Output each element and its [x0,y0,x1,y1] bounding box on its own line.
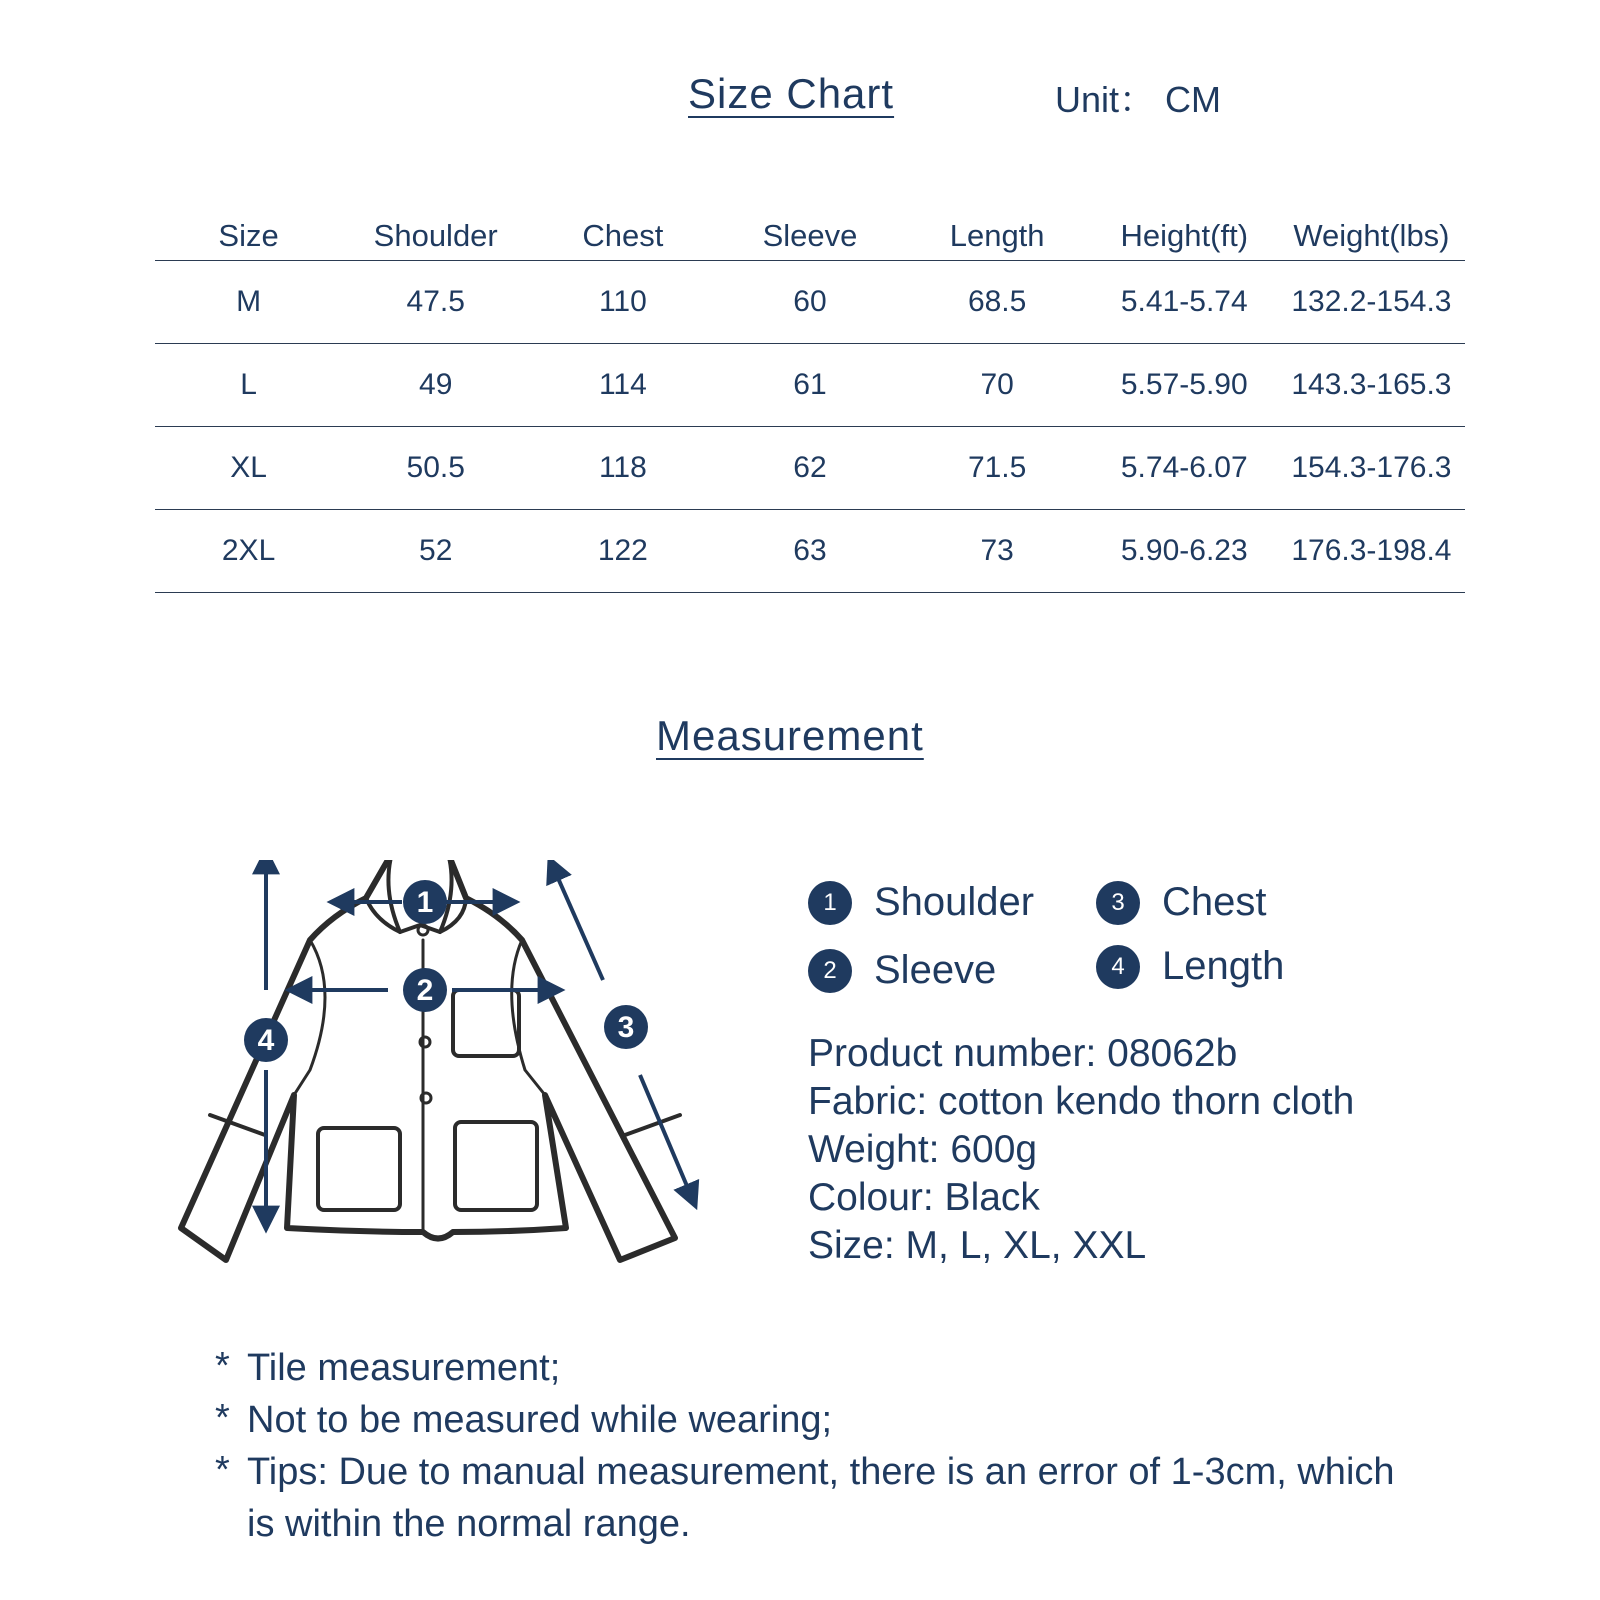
measurement-title: Measurement [656,712,924,759]
table-cell: 50.5 [342,427,529,510]
note-item [215,1446,1415,1550]
jacket-diagram [170,860,730,1280]
table-row [155,510,1465,593]
table-cell: 71.5 [904,427,1091,510]
column-header: Sleeve [716,200,903,261]
product-info [808,1030,1354,1270]
legend-item-shoulder [808,880,1034,925]
table-cell: 61 [716,344,903,427]
table-cell: 5.57-5.90 [1091,344,1278,427]
table-cell: 47.5 [342,261,529,344]
table-cell: 154.3-176.3 [1278,427,1465,510]
column-header: Size [155,200,342,261]
note-item [215,1342,1415,1394]
table-cell: 143.3-165.3 [1278,344,1465,427]
table-cell: 2XL [155,510,342,593]
table-cell: 60 [716,261,903,344]
marker-4: 4 [257,1024,275,1057]
note-item [215,1394,1415,1446]
column-header: Height(ft) [1091,200,1278,261]
marker-2: 2 [416,974,434,1007]
table-cell: 70 [904,344,1091,427]
table-cell: M [155,261,342,344]
legend-item-length [1096,944,1284,989]
table-cell: 118 [529,427,716,510]
table-cell: 5.41-5.74 [1091,261,1278,344]
table-row [155,427,1465,510]
legend-label: Shoulder [874,880,1035,924]
product-sizes: Size: M, L, XL, XXL [808,1224,1147,1267]
table-cell: 52 [342,510,529,593]
note-bullet: * [215,1449,230,1491]
legend-badge: 2 [808,949,852,993]
size-chart-title: Size Chart [688,70,895,117]
table-row [155,261,1465,344]
product-number: Product number: 08062b [808,1032,1238,1075]
table-cell: 49 [342,344,529,427]
marker-1: 1 [416,886,434,919]
notes-list [215,1342,1415,1550]
table-cell: 114 [529,344,716,427]
table-cell: 73 [904,510,1091,593]
table-cell: 176.3-198.4 [1278,510,1465,593]
table-cell: 62 [716,427,903,510]
legend-badge: 4 [1096,945,1140,989]
table-cell: 132.2-154.3 [1278,261,1465,344]
legend-label: Length [1162,944,1285,988]
note-bullet: * [215,1397,230,1439]
note-text: Not to be measured while wearing; [247,1399,833,1441]
product-fabric: Fabric: cotton kendo thorn cloth [808,1080,1355,1123]
table-cell: 5.74-6.07 [1091,427,1278,510]
column-header: Shoulder [342,200,529,261]
product-colour: Colour: Black [808,1176,1040,1219]
table-row [155,344,1465,427]
table-cell: 5.90-6.23 [1091,510,1278,593]
product-weight: Weight: 600g [808,1128,1038,1171]
legend-item-chest [1096,880,1267,925]
table-cell: 110 [529,261,716,344]
note-bullet: * [215,1345,230,1387]
unit-label: Unit： CM [1055,79,1222,120]
legend-label: Sleeve [874,948,997,992]
marker-3: 3 [617,1011,635,1044]
table-cell: 63 [716,510,903,593]
legend-badge: 3 [1096,881,1140,925]
diagram-markers [244,880,648,1062]
column-header: Chest [529,200,716,261]
table-cell: 122 [529,510,716,593]
column-header: Length [904,200,1091,261]
legend-label: Chest [1162,880,1267,924]
table-cell: XL [155,427,342,510]
note-text: Tile measurement; [247,1347,561,1389]
legend-item-sleeve [808,948,996,993]
table-header-row [155,200,1465,261]
legend-badge: 1 [808,881,852,925]
table-cell: 68.5 [904,261,1091,344]
table-cell: L [155,344,342,427]
size-table [155,200,1465,593]
column-header: Weight(lbs) [1278,200,1465,261]
measurement-legend [808,880,1368,1010]
note-text: Tips: Due to manual measurement, there is an error of 1-3cm, which is within the normal range. [247,1451,1395,1545]
